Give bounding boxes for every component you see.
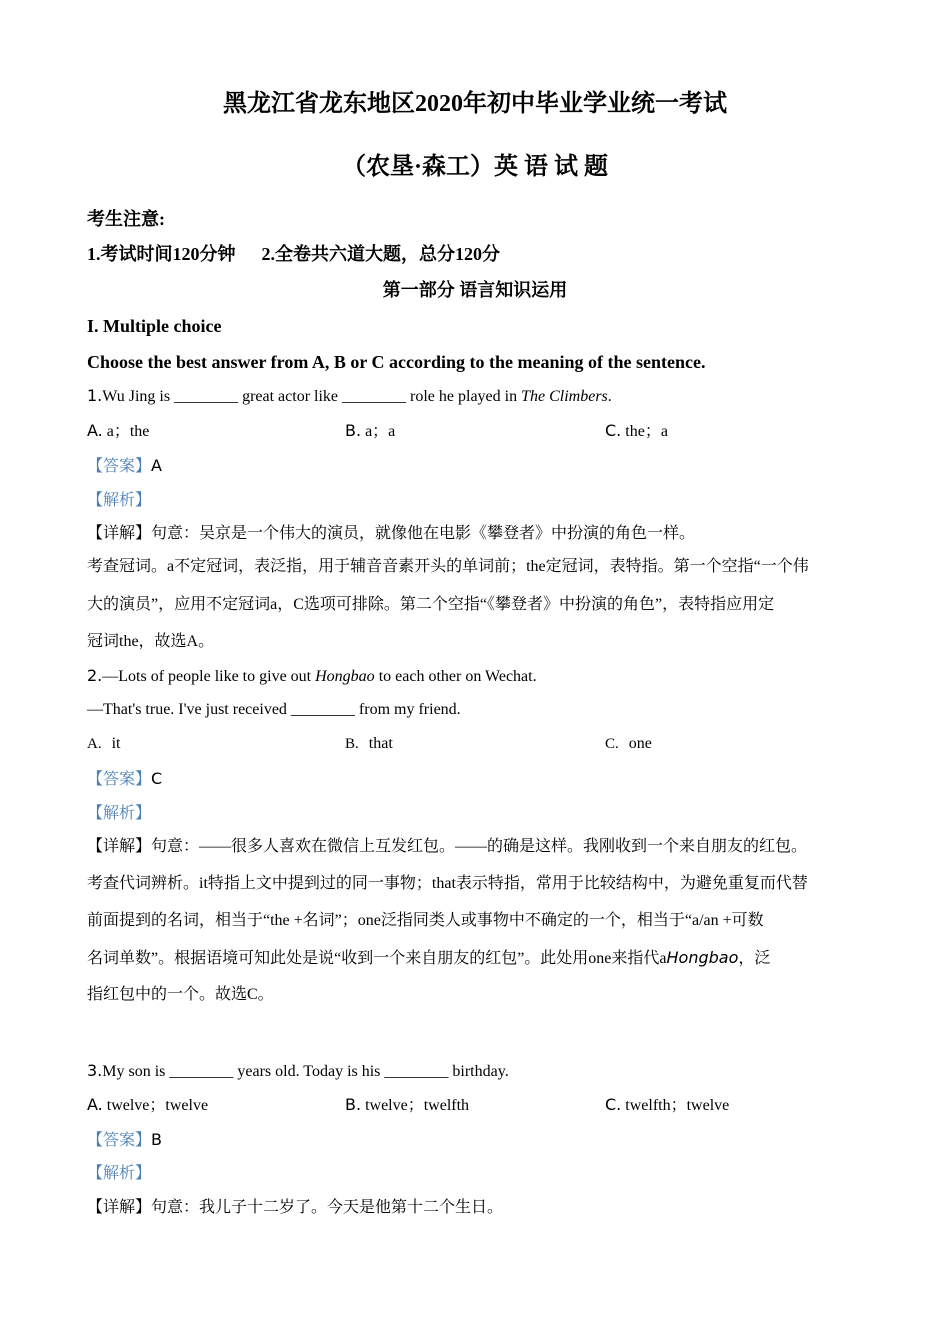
question-1-explanation-line3: 冠词the，故选A。 [87,633,215,650]
question-1-analysis-label: 【解析】 [87,492,152,509]
question-1-answer: 【答案】A [87,456,162,475]
question-number: 1. [87,386,103,405]
question-2-option-c: C. one [605,735,652,752]
question-2-detail: 【详解】句意：——很多人喜欢在微信上互发红包。——的确是这样。我刚收到一个来自朋友的红包。 [87,838,808,855]
question-2-explanation-line4: 指红包中的一个。故选C。 [87,986,274,1003]
notice-item-score: 2.全卷共六道大题，总分120分 [261,244,500,264]
exam-subtitle: （农垦·森工）英 语 试 题 [341,154,608,180]
question-2-explanation-line3: 名词单数”。根据语境可知此处是说“收到一个来自朋友的红包”。此处用one来指代aHongbao，泛 [87,948,771,967]
question-3-analysis-label: 【解析】 [87,1165,152,1182]
section-heading: I. Multiple choice [87,316,222,336]
question-3-option-a: A. twelve；twelve [87,1095,209,1114]
part-heading: 第一部分 语言知识运用 [382,280,568,300]
notice-items [87,243,500,265]
question-number: 3. [87,1061,103,1080]
question-1-option-c: C. the；a [605,421,668,440]
question-2-option-b: B. that [345,735,393,752]
question-2-explanation-line2: 前面提到的名词，相当于“the +名词”；one泛指同类人或事物中不确定的一个，相当于“a/an +可数 [87,912,764,929]
question-1-option-a: A. a；the [87,421,150,440]
section-instruction: Choose the best answer from A, B or C according to the meaning of the sentence. [87,352,706,372]
question-1-stem: 1.Wu Jing is ________ great actor like ________ role he played in The Climbers. [87,386,612,405]
question-3-stem: 3.My son is ________ years old. Today is his ________ birthday. [87,1061,509,1080]
question-2-explanation-line1: 考查代词辨析。it特指上文中提到过的同一事物；that表示特指，常用于比较结构中，为避免重复而代替 [87,875,808,892]
question-1-detail: 【详解】句意：吴京是一个伟大的演员，就像他在电影《攀登者》中扮演的角色一样。 [87,525,696,542]
question-1-option-b: B. a；a [345,421,396,440]
question-2-stem-line1: 2.—Lots of people like to give out Hongbao to each other on Wechat. [87,666,537,685]
question-number: 2. [87,666,103,685]
notice-heading: 考生注意: [87,209,165,229]
question-3-option-b: B. twelve；twelfth [345,1095,470,1114]
exam-title: 黑龙江省龙东地区2020年初中毕业学业统一考试 [223,91,727,117]
question-3-answer: 【答案】B [87,1130,162,1149]
question-2-answer: 【答案】C [87,769,163,788]
question-1-explanation-line1: 考查冠词。a不定冠词，表泛指，用于辅音音素开头的单词前；the定冠词，表特指。第一个空指“一个伟 [87,558,809,575]
question-2-option-a: A. it [87,735,121,752]
question-2-stem-line2: —That's true. I've just received ________ from my friend. [87,701,461,718]
question-3-option-c: C. twelfth；twelve [605,1095,730,1114]
question-3-detail: 【详解】句意：我儿子十二岁了。今天是他第十二个生日。 [87,1199,504,1216]
question-1-explanation-line2: 大的演员”，应用不定冠词a，C选项可排除。第二个空指“《攀登者》中扮演的角色”，表特指应用定 [87,596,775,613]
question-2-analysis-label: 【解析】 [87,805,152,822]
notice-item-time: 1.考试时间120分钟 [87,244,236,264]
